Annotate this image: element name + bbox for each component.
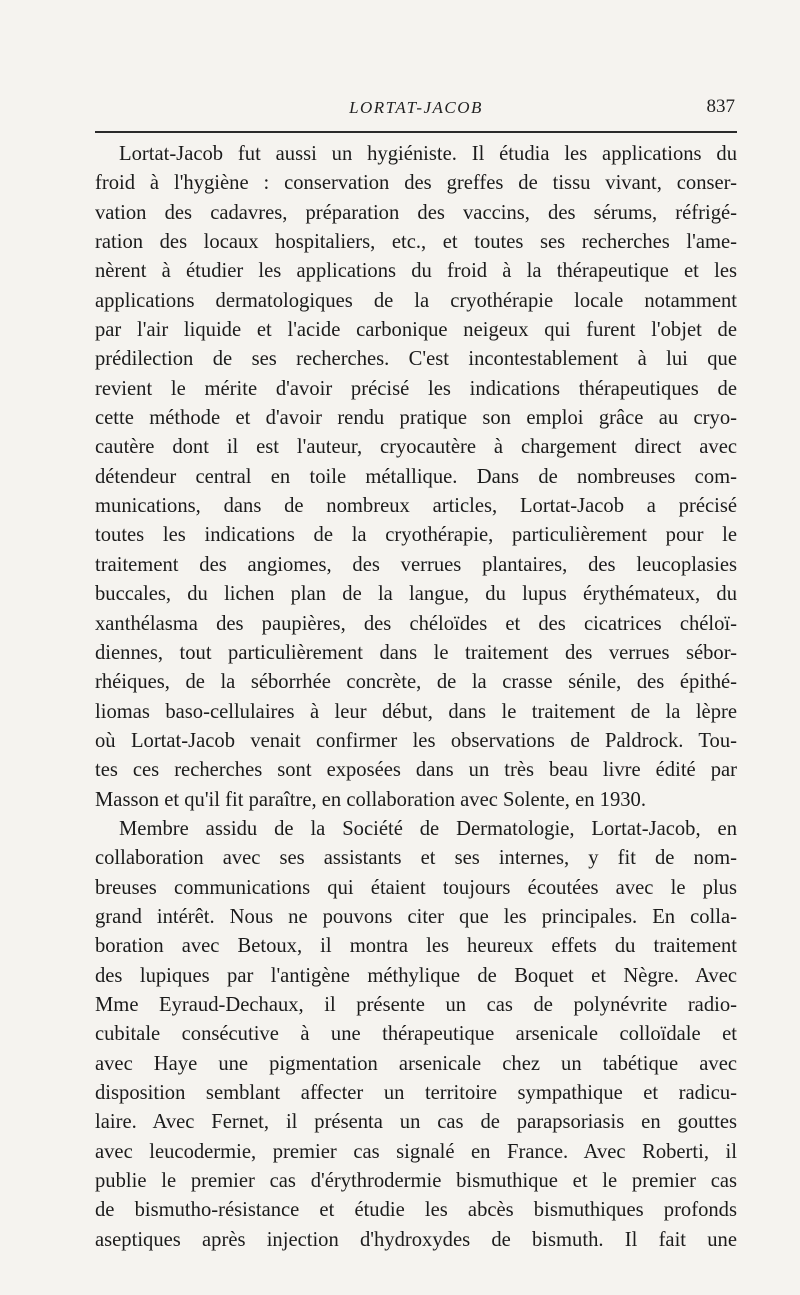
- text-line: diennes, tout particulièrement dans le traitement des verrues sébor-: [95, 641, 737, 664]
- text-line: revient le mérite d'avoir précisé les indications thérapeutiques de: [95, 377, 737, 400]
- text-line: cette méthode et d'avoir rendu pratique son emploi grâce au cryo-: [95, 407, 737, 430]
- text-line: par l'air liquide et l'acide carbonique neigeux qui furent l'objet de: [95, 319, 737, 342]
- body-text: [95, 140, 737, 1255]
- text-line: traitement des angiomes, des verrues plantaires, des leucoplasies: [95, 553, 737, 576]
- text-line: buccales, du lichen plan de la langue, du lupus érythémateux, du: [95, 583, 737, 606]
- text-line: Lortat-Jacob fut aussi un hygiéniste. Il étudia les applications du: [119, 143, 737, 165]
- text-line: publie le premier cas d'érythrodermie bismuthique et le premier cas: [95, 1170, 737, 1193]
- text-line: disposition semblant affecter un territoire sympathique et radicu-: [95, 1082, 737, 1104]
- text-line: de bismutho-résistance et étudie les abcès bismuthiques profonds: [95, 1199, 737, 1222]
- text-line: xanthélasma des paupières, des chéloïdes et des cicatrices chéloï-: [95, 612, 737, 635]
- text-line: Membre assidu de la Société de Dermatologie, Lortat-Jacob, en: [119, 817, 737, 840]
- text-line: laire. Avec Fernet, il présenta un cas de parapsoriasis en gouttes: [95, 1111, 737, 1134]
- text-line: où Lortat-Jacob venait confirmer les observations de Paldrock. Tou-: [95, 729, 737, 752]
- text-line: rhéiques, de la séborrhée concrète, de la crasse sénile, des épithé-: [95, 671, 737, 694]
- text-line: applications dermatologiques de la cryothérapie locale notamment: [95, 289, 737, 312]
- text-line: boration avec Betoux, il montra les heureux effets du traitement: [95, 935, 737, 958]
- text-line: ration des locaux hospitaliers, etc., et toutes ses recherches l'ame-: [95, 231, 737, 254]
- text-line: cautère dont il est l'auteur, cryocautère à chargement direct avec: [95, 436, 737, 459]
- text-line: détendeur central en toile métallique. Dans de nombreuses com-: [95, 465, 737, 488]
- text-line: aseptiques après injection d'hydroxydes de bismuth. Il fait une: [95, 1228, 737, 1251]
- text-line: vation des cadavres, préparation des vaccins, des sérums, réfrigé-: [95, 201, 737, 224]
- text-line: des lupiques par l'antigène méthylique de Boquet et Nègre. Avec: [95, 964, 737, 987]
- text-line: froid à l'hygiène : conservation des greffes de tissu vivant, conser-: [95, 172, 737, 195]
- page-number: 837: [706, 96, 735, 117]
- running-title: LORTAT-JACOB: [349, 98, 483, 117]
- running-head: [95, 92, 737, 126]
- text-line: collaboration avec ses assistants et ses internes, y fit de nom-: [95, 847, 737, 870]
- text-line: Masson et qu'il fit paraître, en collaboration avec Solente, en 1930.: [95, 788, 646, 811]
- text-line: Mme Eyraud-Dechaux, il présente un cas de polynévrite radio-: [95, 993, 737, 1016]
- text-line: liomas baso-cellulaires à leur début, dans le traitement de la lèpre: [95, 700, 737, 723]
- text-line: breuses communications qui étaient toujours écoutées avec le plus: [95, 876, 737, 899]
- text-line: grand intérêt. Nous ne pouvons citer que les principales. En colla-: [95, 905, 737, 928]
- text-line: toutes les indications de la cryothérapie, particulièrement pour le: [95, 524, 737, 547]
- text-line: tes ces recherches sont exposées dans un très beau livre édité par: [95, 759, 737, 782]
- text-line: munications, dans de nombreux articles, Lortat-Jacob a précisé: [95, 495, 737, 518]
- text-line: nèrent à étudier les applications du froid à la thérapeutique et les: [95, 260, 737, 283]
- text-line: cubitale consécutive à une thérapeutique arsenicale colloïdale et: [95, 1023, 737, 1046]
- header-rule: [95, 131, 737, 133]
- text-line: prédilection de ses recherches. C'est incontestablement à lui que: [95, 348, 737, 371]
- text-line: avec leucodermie, premier cas signalé en France. Avec Roberti, il: [95, 1140, 737, 1163]
- text-line: avec Haye une pigmentation arsenicale chez un tabétique avec: [95, 1052, 737, 1075]
